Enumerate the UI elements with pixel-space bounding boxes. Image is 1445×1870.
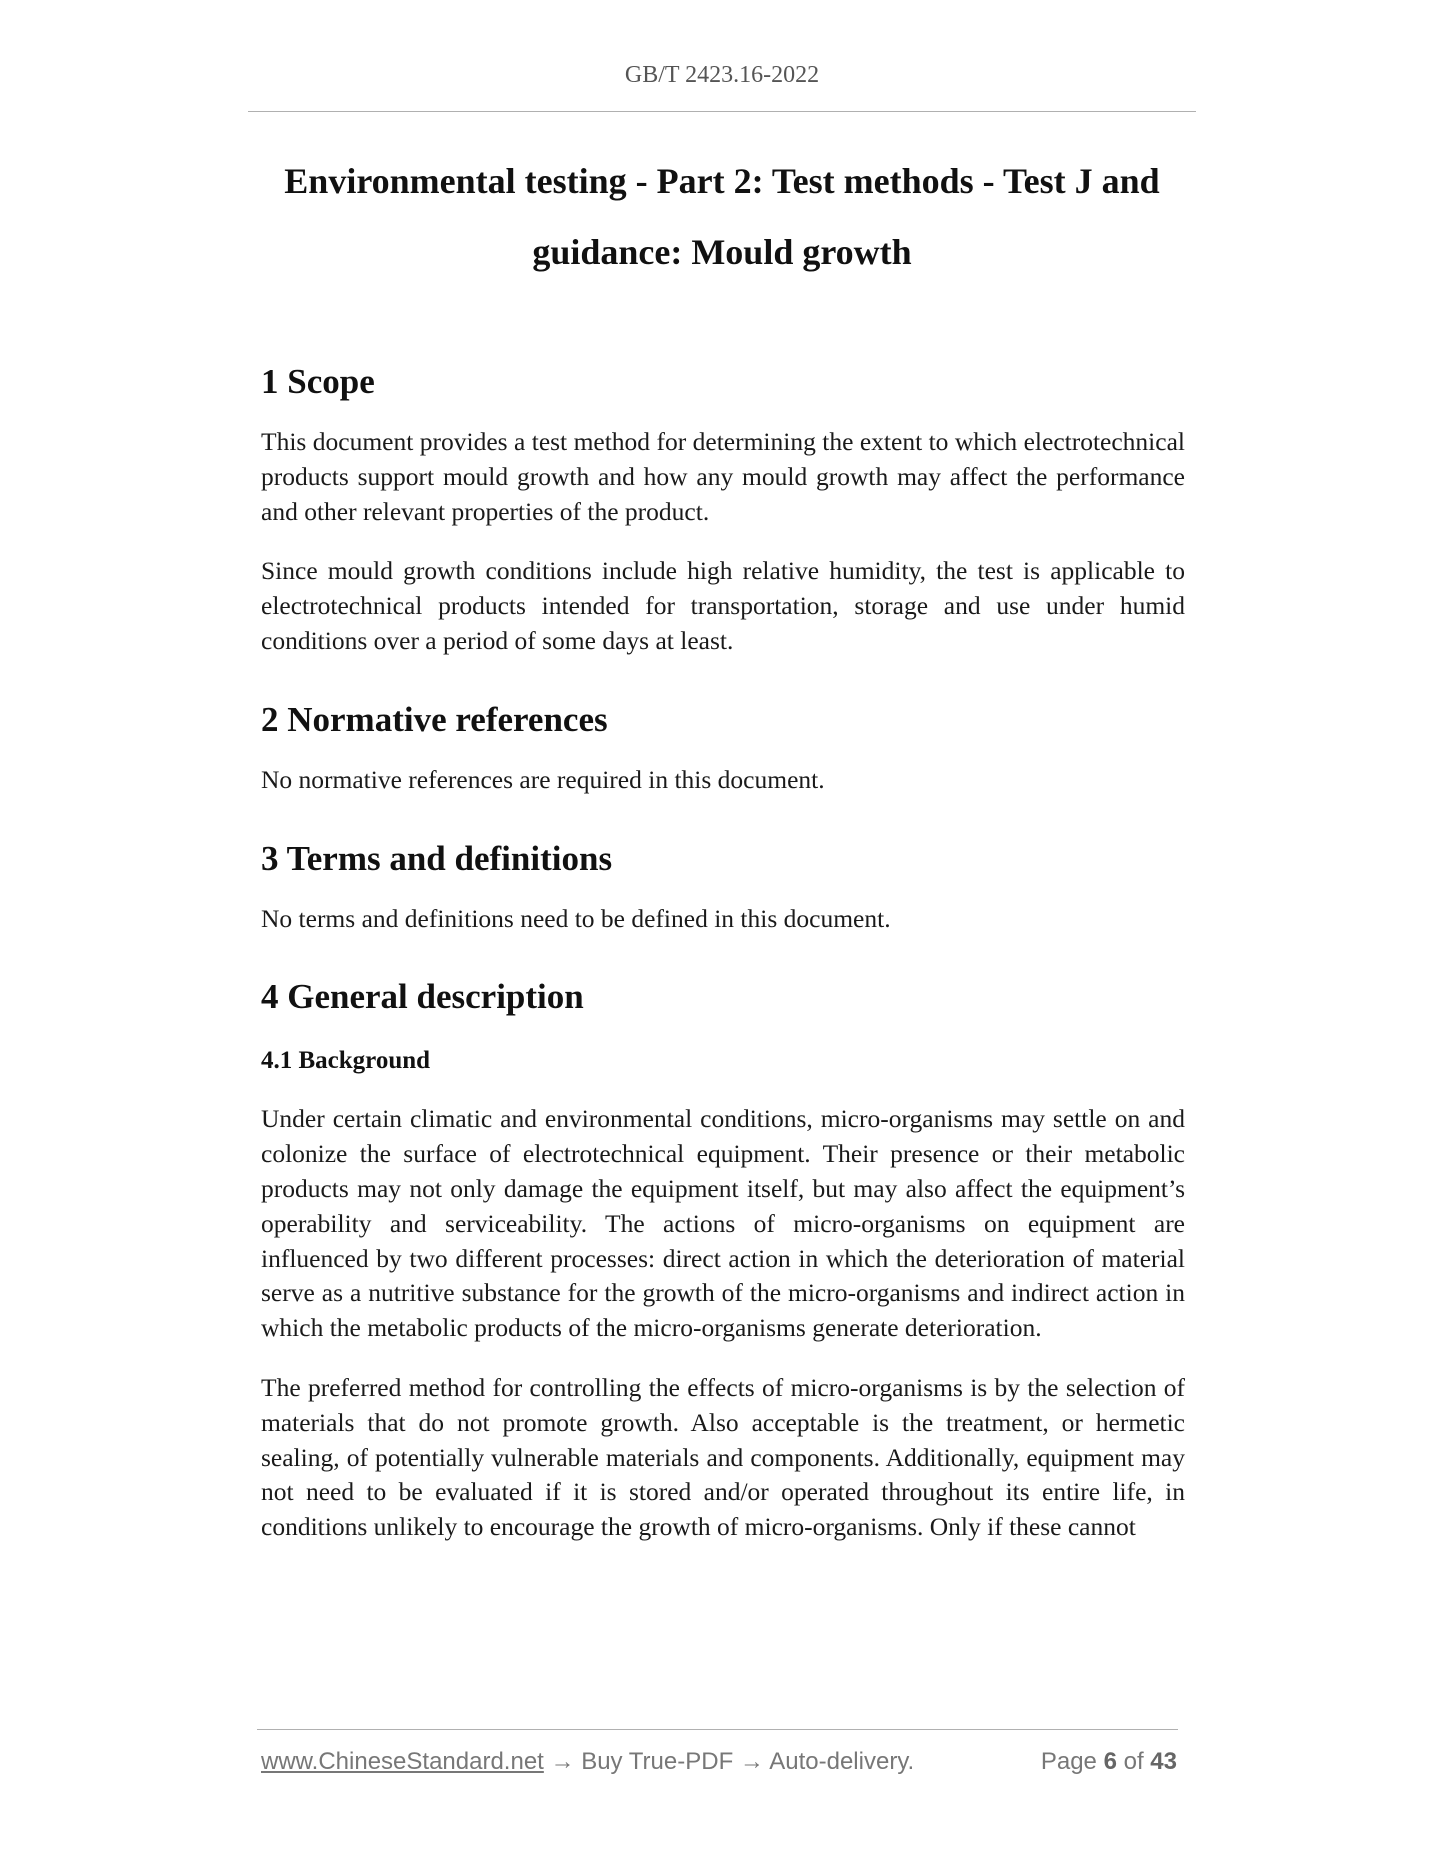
terms-definitions-paragraph: No terms and definitions need to be defined in this document. (261, 903, 891, 933)
subsection-heading-background: 4.1 Background (261, 1047, 431, 1075)
header-divider (248, 111, 1196, 112)
section-heading-normative-references: 2 Normative references (261, 699, 608, 739)
page-of-label: of (1123, 1748, 1144, 1775)
background-paragraph-2: The preferred method for controlling the effects of micro-organisms is by the selection of materials that do not promote growth. Also acceptable is the treatment, or hermetic sealing, of potentially vulnerable materials and components. Additionally, equipment may not need to be evaluated if it is stored and/or operated throughout its entire life, in conditions unlikely to encourage the growth of micro-organisms. Only if these cannot (261, 1372, 1185, 1542)
document-body (261, 356, 1185, 1545)
page-label: Page (1040, 1748, 1097, 1775)
delivery-text: Auto-delivery. (769, 1748, 915, 1775)
section-heading-general-description: 4 General description (261, 977, 584, 1017)
footer-promo (261, 1748, 914, 1776)
section-heading-terms-definitions: 3 Terms and definitions (261, 838, 613, 878)
scope-paragraph-1: This document provides a test method for determining the extent to which electrotechnical products support mould growth and how any mould growth may affect the performance and other relevant properties of the product. (261, 427, 1185, 526)
footer-divider (257, 1729, 1178, 1730)
background-paragraph-1: Under certain climatic and environmental conditions, micro-organisms may settle on and colonize the surface of electrotechnical equipment. Their presence or their metabolic products may not only damage the equipment itself, but may also affect the equipment’s operability and serviceability. The actions of micro-organisms on equipment are influenced by two different processes: direct action in which the deterioration of material serve as a nutritive substance for the growth of the micro-organisms and indirect action in which the metabolic products of the micro-organisms generate deterioration. (261, 1104, 1185, 1343)
arrow-icon: → (739, 1748, 764, 1775)
scope-paragraph-2: Since mould growth conditions include high relative humidity, the test is applicable to electrotechnical products intended for transportation, storage and use under humid conditions over a period of some days at least. (261, 556, 1185, 655)
buy-text: Buy True-PDF (581, 1748, 734, 1775)
arrow-icon: → (550, 1748, 575, 1775)
page-current: 6 (1103, 1748, 1117, 1775)
page-number (1041, 1748, 1177, 1776)
page-total: 43 (1150, 1748, 1177, 1775)
document-title (248, 146, 1196, 288)
title-line-2: guidance: Mould growth (532, 232, 912, 272)
section-heading-scope: 1 Scope (261, 362, 375, 401)
normative-references-paragraph: No normative references are required in this document. (261, 764, 825, 794)
running-header: GB/T 2423.16-2022 (624, 62, 820, 88)
title-line-1: Environmental testing - Part 2: Test methods - Test J and (284, 161, 1160, 201)
chinesestandard-link[interactable]: www.ChineseStandard.net (261, 1748, 544, 1775)
